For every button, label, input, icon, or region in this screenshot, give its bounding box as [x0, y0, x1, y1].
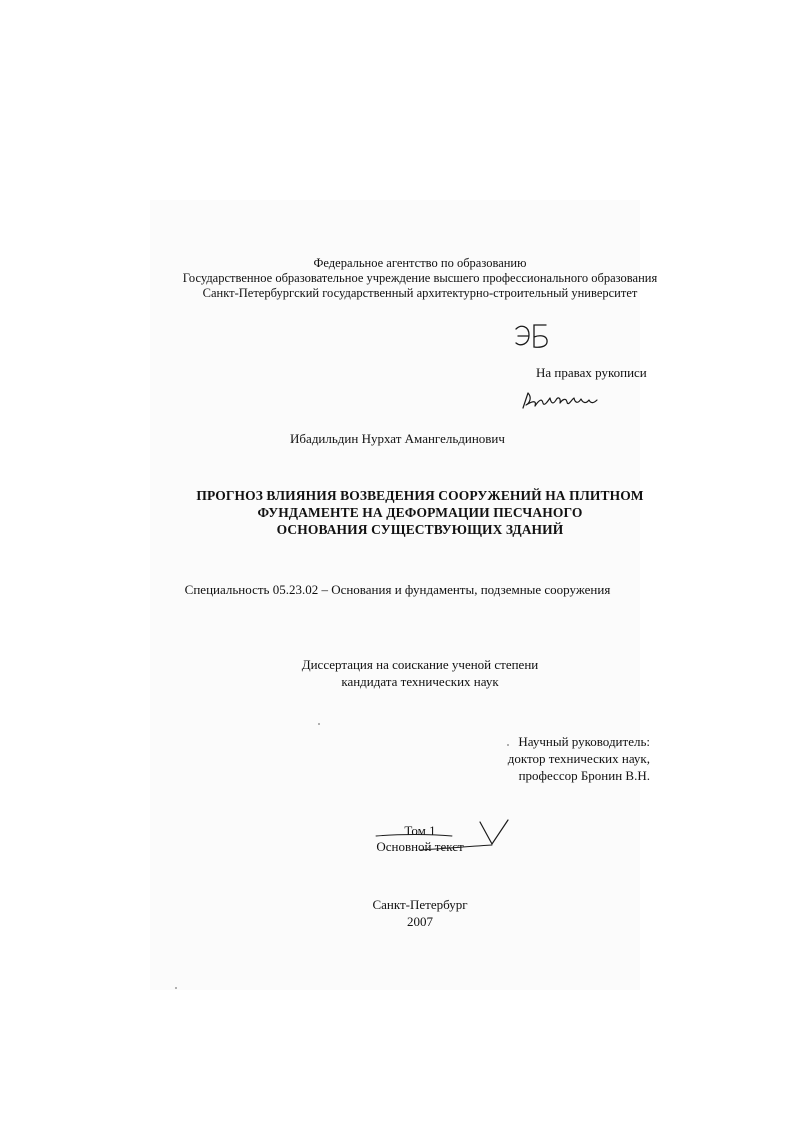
supervisor-degree: доктор технических наук,: [507, 751, 650, 766]
author-name: Ибадильдин Нурхат Амангельдинович: [290, 431, 505, 446]
author-signature: [520, 388, 600, 412]
title-line-1: ПРОГНОЗ ВЛИЯНИЯ ВОЗВЕДЕНИЯ СООРУЖЕНИЙ НА ПЛИТНОМ: [196, 488, 644, 503]
supervisor-name: профессор Бронин В.Н.: [518, 768, 650, 783]
supervisor-block: [470, 733, 650, 784]
scan-speck: [318, 723, 320, 725]
header-line-agency: Федеральное агентство по образованию: [313, 256, 527, 270]
header-line-institution-type: Государственное образовательное учреждение высшего профессионального образования: [182, 271, 658, 285]
publication-year: 2007: [407, 914, 433, 929]
header-line-university: Санкт-Петербургский государственный архитектурно-строительный университет: [202, 286, 638, 300]
volume-number: Том 1: [404, 823, 436, 838]
institution-header: [170, 256, 670, 301]
city-name: Санкт-Петербург: [372, 897, 468, 912]
scan-speck: [507, 744, 509, 746]
supervisor-heading: Научный руководитель:: [518, 734, 650, 749]
manuscript-note: На правах рукописи: [536, 365, 647, 380]
title-line-3: ОСНОВАНИЯ СУЩЕСТВУЮЩИХ ЗДАНИЙ: [276, 522, 564, 537]
handwritten-eb-mark: [512, 322, 552, 352]
degree-line-1: Диссертация на соискание ученой степени: [301, 657, 539, 672]
scan-speck: [175, 987, 177, 989]
degree-line-2: кандидата технических наук: [341, 674, 499, 689]
title-line-2: ФУНДАМЕНТЕ НА ДЕФОРМАЦИИ ПЕСЧАНОГО: [257, 505, 583, 520]
place-and-year: [330, 896, 510, 930]
dissertation-title: [170, 487, 670, 538]
degree-statement: [270, 656, 570, 690]
volume-label: Основной текст: [376, 839, 464, 854]
handwritten-checkmark: [370, 816, 515, 856]
specialty-line: Специальность 05.23.02 – Основания и фундаменты, подземные сооружения: [184, 582, 611, 597]
